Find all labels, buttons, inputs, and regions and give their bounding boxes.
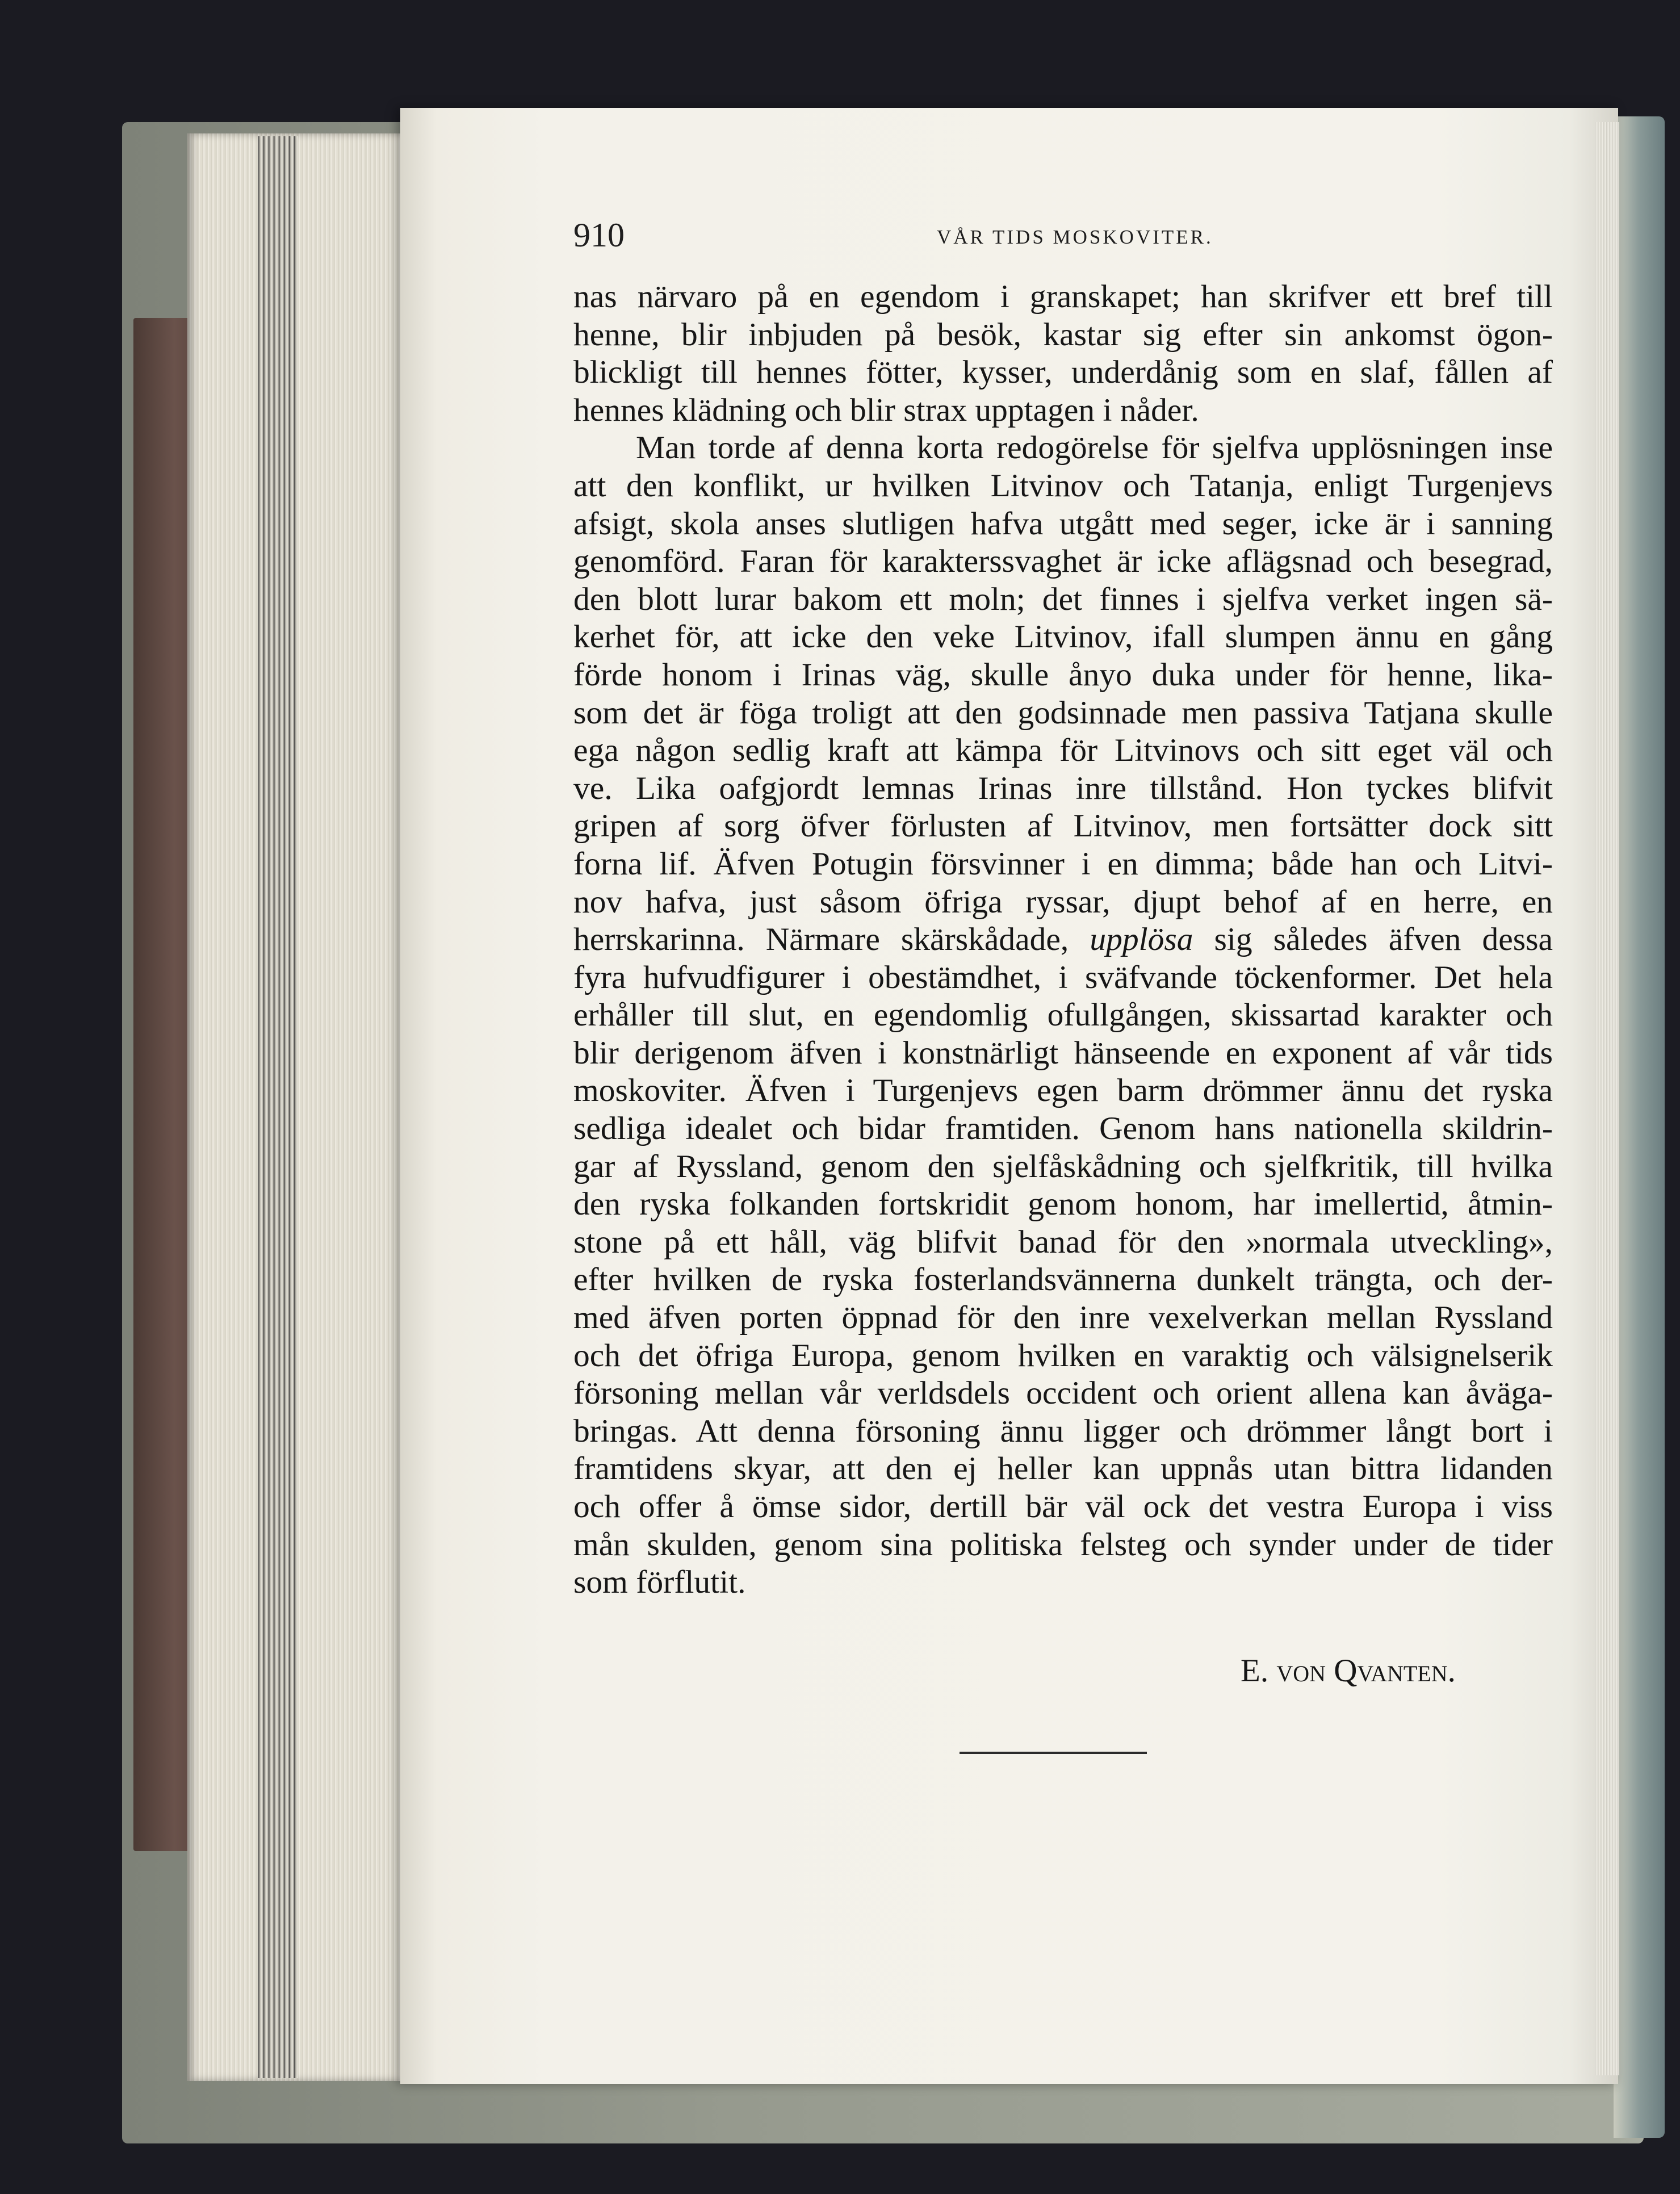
text-line: afsigt, skola anses slutligen hafva utgått med seger, icke är i sanning <box>573 505 1553 542</box>
text-line: ega någon sedlig kraft att kämpa för Litvinovs och sitt eget väl och <box>573 732 1553 769</box>
text-segment: sig således äfven dessa <box>1214 922 1553 958</box>
text-line: forna lif. Äfven Potugin försvinner i en dimma; både han och Litvi- <box>573 845 1553 882</box>
text-line: Man torde af denna korta redogörelse för sjelfva upplösningen inse <box>636 430 1553 466</box>
text-line: förde honom i Irinas väg, skulle ånyo duka under för henne, lika- <box>573 656 1553 693</box>
text-line: efter hvilken de ryska fosterlandsvännerna dunkelt trängta, och der- <box>573 1262 1553 1298</box>
text-line: ve. Lika oafgjordt lemnas Irinas inre tillstånd. Hon tyckes blifvit <box>573 770 1553 806</box>
page-edge-shadow <box>258 136 298 2078</box>
right-page-edge <box>1595 122 1619 2075</box>
text-line: gar af Ryssland, genom den sjelfåskådning och sjelfkritik, till hvilka <box>573 1148 1553 1184</box>
page-number: 910 <box>573 216 625 254</box>
text-line: försoning mellan vår verldsdels occident och orient allena kan åväga- <box>573 1375 1553 1412</box>
signature-surname: Qvanten. <box>1334 1653 1456 1689</box>
text-line: genomförd. Faran för karakterssvaghet är icke aflägsnad och besegrad, <box>573 543 1553 580</box>
text-line: blir derigenom äfven i konstnärligt hänseende en exponent af vår tids <box>573 1035 1553 1071</box>
signature-initial: E. <box>1241 1653 1269 1689</box>
running-head <box>573 216 1553 278</box>
text-line: och det öfriga Europa, genom hvilken en varaktig och välsignelserik <box>573 1337 1553 1374</box>
text-line: henne, blir inbjuden på besök, kastar sig efter sin ankomst ögon- <box>573 316 1553 353</box>
text-line: som det är föga troligt att den godsinnade men passiva Tatjana skulle <box>573 694 1553 731</box>
text-line: nov hafva, just såsom öfriga ryssar, djupt behof af en herre, en <box>573 884 1553 920</box>
text-line: fyra hufvudfigurer i obestämdhet, i sväfvande töckenformer. Det hela <box>573 959 1553 995</box>
text-line: hennes klädning och blir strax upptagen i nåder. <box>573 392 1199 428</box>
text-line: den ryska folkanden fortskridit genom honom, har imellertid, åtmin- <box>573 1186 1553 1222</box>
text-line: mån skulden, genom sina politiska felsteg och synder under de tider <box>573 1526 1553 1563</box>
text-line: och offer å ömse sidor, dertill bär väl ock det vestra Europa i viss <box>573 1489 1553 1525</box>
text-line: att den konflikt, ur hvilken Litvinov och Tatanja, enligt Turgenjevs <box>573 467 1553 504</box>
closing-rule <box>960 1752 1147 1754</box>
text-line: erhåller till slut, en egendomlig ofullgången, skissartad karakter och <box>573 997 1553 1033</box>
text-line: den blott lurar bakom ett moln; det finnes i sjelfva verket ingen sä- <box>573 581 1553 617</box>
text-line: moskoviter. Äfven i Turgenjevs egen barm drömmer ännu det ryska <box>573 1073 1553 1109</box>
text-line: framtidens skyar, att den ej heller kan uppnås utan bittra lidanden <box>573 1451 1553 1487</box>
italic-word: upplösa <box>1090 922 1193 958</box>
text-line: kerhet för, att icke den veke Litvinov, ifall slumpen ännu en gång <box>573 619 1553 655</box>
body-text <box>573 278 1553 1602</box>
running-head-title: VÅR TIDS MOSKOVITER. <box>937 226 1213 248</box>
text-block <box>573 216 1553 1602</box>
text-line-with-italic <box>573 921 1553 959</box>
text-line: gripen af sorg öfver förlusten af Litvinov, men fortsätter dock sitt <box>573 808 1553 844</box>
signature-particle: von <box>1276 1653 1326 1689</box>
text-line: bringas. Att denna försoning ännu ligger och drömmer långt bort i <box>573 1413 1553 1449</box>
text-line: som förflutit. <box>573 1564 746 1601</box>
text-line: sedliga idealet och bidar framtiden. Genom hans nationella skildrin- <box>573 1111 1553 1147</box>
book-cover-edge <box>1614 116 1665 2138</box>
left-page-stack <box>187 133 426 2081</box>
text-line: blickligt till hennes fötter, kysser, underdånig som en slaf, fållen af <box>573 354 1553 391</box>
text-segment: herrskarinna. Närmare skärskådade, <box>573 922 1069 958</box>
text-line: nas närvaro på en egendom i granskapet; han skrifver ett bref till <box>573 279 1553 315</box>
text-line: stone på ett håll, väg blifvit banad för den »normala utveckling», <box>573 1224 1553 1260</box>
text-line: med äfven porten öppnad för den inre vexelverkan mellan Ryssland <box>573 1300 1553 1336</box>
author-signature <box>1241 1652 1456 1689</box>
